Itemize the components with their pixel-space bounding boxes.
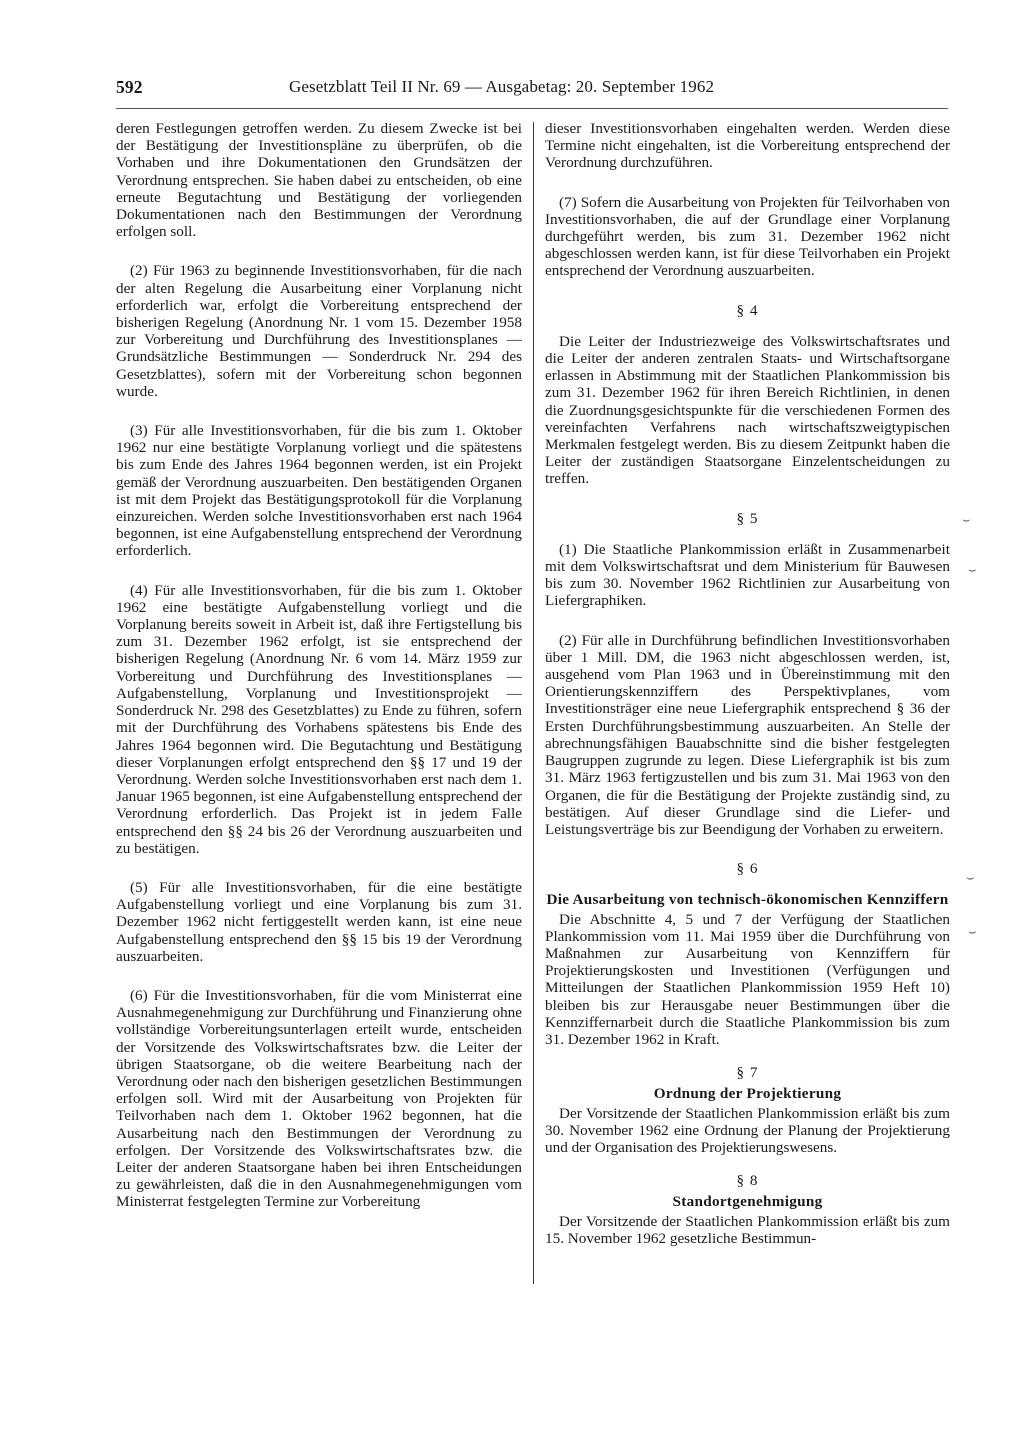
margin-mark: ⌣ <box>962 512 971 527</box>
section-5-number: § 5 <box>736 509 759 527</box>
section-4-number: § 4 <box>736 301 759 319</box>
paragraph-4: (4) Für alle Investitionsvorhaben, für die bis zum 1. Oktober 1962 eine bestätigte Aufgabenstellung vorliegt und die Vorplanung bereits soweit in Arbeit ist, daß ihre Fertigstellung bis zum 31. Dezember 1962 erfolgt, ist sie entsprechend der bisherigen Regelung (Anordnung Nr. 6 vom 14. März 1959 zur Vorbereitung und Durchführung des Investitionsplanes — Aufgabenstellung, Vorplanung und Investitionsprojekt — Sonderdruck Nr. 298 des Gesetzblattes) zu Ende zu führen, sofern mit der Durchführung des Vorhabens spätestens bis Ende des Jahres 1964 begonnen wird. Die Begutachtung und Bestätigung dieser Vorplanungen erfolgt entsprechend den §§ 17 und 19 der Verordnung. Werden solche Investitionsvorhaben erst nach dem 1. Januar 1965 begonnen, ist eine Aufgabenstellung entsprechend der Verordnung erforderlich. Das Projekt ist in jedem Falle entsprechend den §§ 24 bis 26 der Verordnung auszuarbeiten und zu bestätigen. <box>116 581 522 857</box>
margin-mark: ⌣ <box>968 924 977 939</box>
section-8-number: § 8 <box>736 1172 759 1190</box>
margin-mark: ⌣ <box>966 870 975 885</box>
section-7-text: Der Vorsitzende der Staatlichen Plankommission erläßt bis zum 30. November 1962 eine Ordnung der Planung der Projektierung und der Organisation des Projektierungswesens. <box>545 1104 950 1156</box>
section-7-number: § 7 <box>736 1064 759 1082</box>
page-number: 592 <box>116 77 143 97</box>
section-8-text: Der Vorsitzende der Staatlichen Plankommission erläßt bis zum 15. November 1962 gesetzliche Bestimmun- <box>545 1212 950 1247</box>
section-8-title: Standortgenehmigung <box>672 1193 823 1211</box>
paragraph-3: (3) Für alle Investitionsvorhaben, für die bis zum 1. Oktober 1962 nur eine bestätigte Vorplanung vorliegt und die spätestens bis zum Ende des Jahres 1964 begonnen werden, ist ein Projekt gemäß der Verordnung auszuarbeiten. Den bestätigenden Organen ist mit dem Projekt das Bestätigungsprotokoll für die Vorplanung einzureichen. Werden solche Investitionsvorhaben erst nach 1964 begonnen, ist eine Aufgabenstellung entsprechend der Verordnung erforderlich. <box>116 422 522 560</box>
paragraph-continuation-right: dieser Investitionsvorhaben eingehalten werden. Werden diese Termine nicht eingehalten, ist die Vorbereitung entsprechend der Verordnung durchzuführen. <box>545 120 950 172</box>
section-4-text: Die Leiter der Industriezweige des Volkswirtschaftsrates und die Leiter der anderen zentralen Staats- und Wirtschaftsorgane erlassen in Abstimmung mit der Staatlichen Plankommission bis zum 31. Dezember 1962 für ihren Bereich Richtlinien, in denen die Zuordnungsgesichtspunkte für die verschiedenen Formen des vereinfachten Verfahrens nach wirtschaftszweigtypischen Merkmalen festgelegt werden. Bis zu diesem Zeitpunkt haben die Leiter der zuständigen Staatsorgane Einzelentscheidungen zu treffen. <box>545 332 950 488</box>
right-column <box>545 120 950 1247</box>
section-6-title: Die Ausarbeitung von technisch-ökonomischen Kennziffern <box>546 891 949 909</box>
header-rule <box>116 108 948 109</box>
section-5-paragraph-2: (2) Für alle in Durchführung befindlichen Investitionsvorhaben über 1 Mill. DM, die 1963 nicht abgeschlossen werden, ist, ausgehend vom Plan 1963 und in Übereinstimmung mit den Orientierungskennziffern des Perspektivplanes, vom Investitionsträger eine neue Liefergraphik entsprechend § 36 der Ersten Durchführungsbestimmung auszuarbeiten. An Stelle der abrechnungsfähigen Bauabschnitte sind die bisher festgelegten Baugruppen zugrunde zu legen. Diese Liefergraphik ist bis zum 31. März 1963 fertigzustellen und bis zum 31. Mai 1963 von den Organen, die für die Bestätigung der Projekte zuständig sind, zu bestätigen. Auf dieser Grundlage sind die Liefer- und Leistungsverträge bis zur Beendigung der Vorhaben zu erweitern. <box>545 631 950 838</box>
margin-mark: ⌣ <box>968 562 977 577</box>
section-5-paragraph-1: (1) Die Staatliche Plankommission erläßt in Zusammenarbeit mit dem Volkswirtschaftsrat und dem Ministerium für Bauwesen bis zum 30. November 1962 Richtlinien zur Ausarbeitung von Liefergraphiken. <box>545 540 950 610</box>
header-title: Gesetzblatt Teil II Nr. 69 — Ausgabetag: 20. September 1962 <box>289 77 715 96</box>
paragraph-6: (6) Für die Investitionsvorhaben, für die vom Ministerrat eine Ausnahmegenehmigung zur Durchführung und Finanzierung ohne vollständige Vorbereitungsunterlagen erteilt wurde, entscheiden der Vorsitzende des Volkswirtschaftsrates bzw. die Leiter der übrigen Staatsorgane, ob die weitere Bearbeitung nach der Verordnung oder nach den bisherigen gesetzlichen Bestimmungen erfolgen soll. Wird mit der Ausarbeitung von Projekten für Teilvorhaben nach dem 1. Oktober 1962 begonnen, hat die Ausarbeitung nach den Bestimmungen der Verordnung zu erfolgen. Der Vorsitzende des Volkswirtschaftsrates bzw. die Leiter der anderen Staatsorgane haben bei ihren Entscheidungen zu gewährleisten, daß die in den Ausnahmegenehmigungen vom Ministerrat festgelegten Termine zur Vorbereitung <box>116 986 522 1211</box>
section-7-title: Ordnung der Projektierung <box>653 1085 842 1103</box>
paragraph-2: (2) Für 1963 zu beginnende Investitionsvorhaben, für die nach der alten Regelung die Ausarbeitung einer Vorplanung nicht erforderlich war, erfolgt die Vorbereitung entsprechend der bisherigen Regelung (Anordnung Nr. 1 vom 15. Dezember 1958 zur Vorbereitung und Durchführung des Investitionsplanes — Grundsätzliche Bestimmungen — Sonderdruck Nr. 294 des Gesetzblattes), sofern mit der Vorbereitung schon begonnen wurde. <box>116 262 522 400</box>
paragraph-7: (7) Sofern die Ausarbeitung von Projekten für Teilvorhaben von Investitionsvorhaben, die auf der Grundlage einer Vorplanung durchgeführt werden, bis zum 31. Dezember 1962 nicht abgeschlossen werden kann, ist für diese Teilvorhaben ein Projekt entsprechend der Verordnung auszuarbeiten. <box>545 193 950 280</box>
page-header <box>116 74 780 106</box>
column-divider <box>533 122 534 1284</box>
left-column <box>116 120 522 1211</box>
section-6-number: § 6 <box>736 860 759 878</box>
section-6-text: Die Abschnitte 4, 5 und 7 der Verfügung der Staatlichen Plankommission vom 11. Mai 1959 über die Durchführung von Maßnahmen zur Ausarbeitung von Kennziffern für Projektierungskosten und Investitionen (Verfügungen und Mitteilungen der Staatlichen Plankommission 1959 Heft 10) bleiben bis zur Herausgabe neuer Bestimmungen über die Kennziffernarbeit durch die Staatliche Plankommission bis zum 31. Dezember 1962 in Kraft. <box>545 910 950 1048</box>
paragraph-5: (5) Für alle Investitionsvorhaben, für die eine bestätigte Aufgabenstellung vorliegt und eine Vorplanung bis zum 31. Dezember 1962 nicht fertiggestellt werden kann, ist eine neue Aufgabenstellung entsprechend den §§ 15 bis 19 der Verordnung auszuarbeiten. <box>116 878 522 965</box>
paragraph-continuation: deren Festlegungen getroffen werden. Zu diesem Zwecke ist bei der Bestätigung der Investitionspläne zu überprüfen, ob die Vorhaben und ihre Dokumentationen den Grundsätzen der Verordnung entsprechen. Sie haben dabei zu entscheiden, ob eine erneute Begutachtung und Bestätigung der vorliegenden Dokumentationen nach den Bestimmungen der Verordnung erfolgen soll. <box>116 120 522 241</box>
